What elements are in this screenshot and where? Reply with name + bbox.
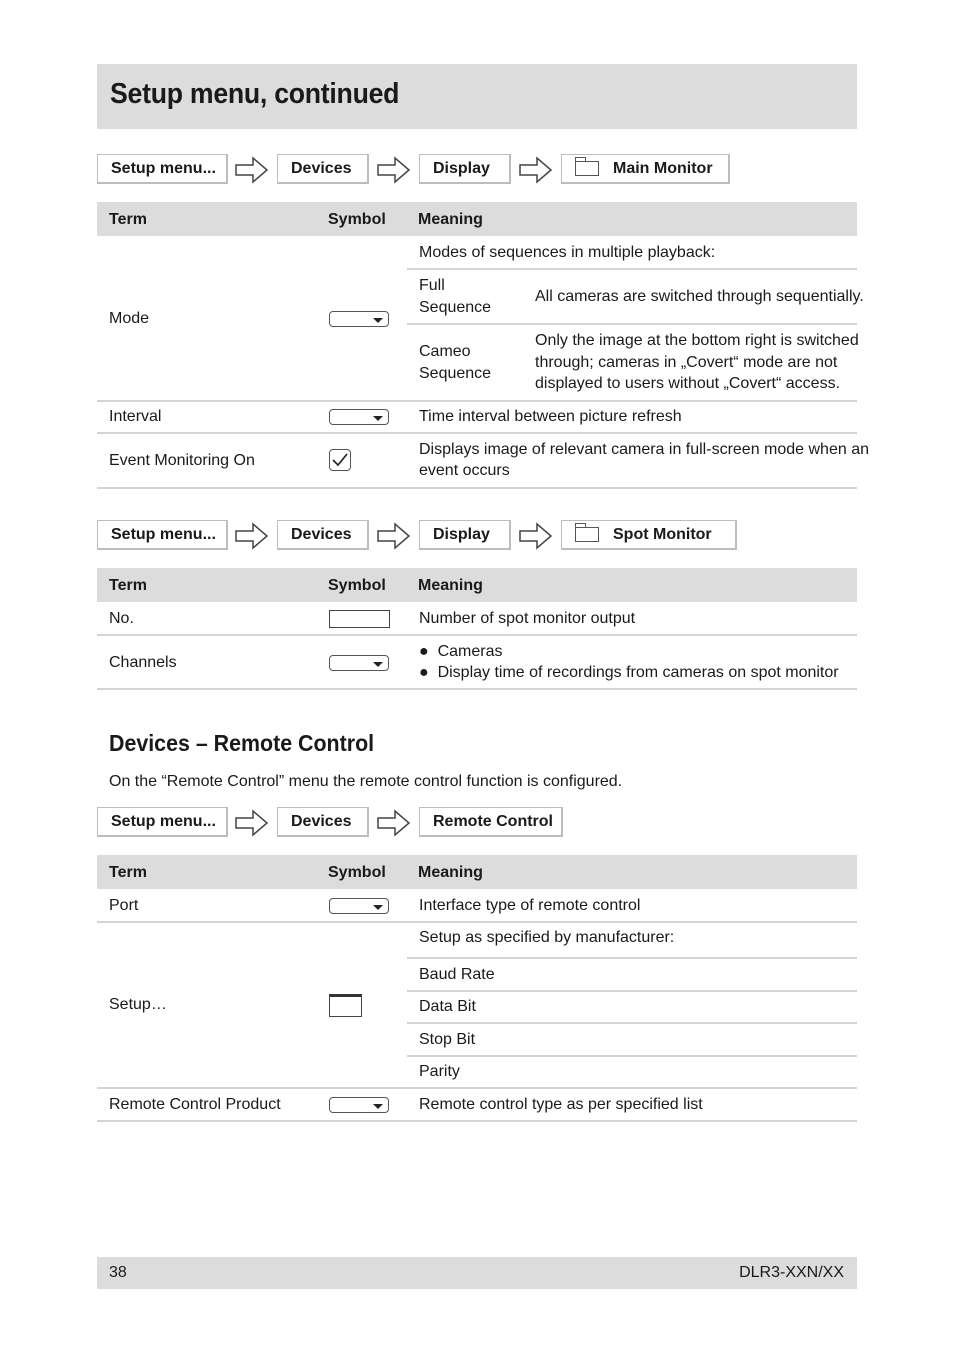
arrow-right-icon <box>519 156 553 184</box>
setup-item-data-bit: Data Bit <box>419 998 476 1015</box>
dropdown-symbol <box>329 655 389 671</box>
divider <box>407 1055 857 1057</box>
crumb-setup-menu: Setup menu... <box>97 520 228 550</box>
row-divider <box>97 921 857 923</box>
term-mode: Mode <box>109 310 150 327</box>
row-divider <box>97 634 857 636</box>
crumb-devices: Devices <box>277 520 369 550</box>
header-term: Term <box>109 211 147 228</box>
row-divider <box>97 1087 857 1089</box>
text-field-symbol <box>329 610 390 628</box>
term-remote-control-product: Remote Control Product <box>109 1096 281 1113</box>
mode-intro: Modes of sequences in multiple playback: <box>419 244 716 261</box>
crumb-remote-control: Remote Control <box>419 807 563 837</box>
header-meaning: Meaning <box>418 577 483 594</box>
crumb-display: Display <box>419 520 511 550</box>
row-divider <box>97 432 857 434</box>
term-port: Port <box>109 897 139 914</box>
header-symbol: Symbol <box>328 211 386 228</box>
folder-icon <box>575 527 599 542</box>
arrow-right-icon <box>235 809 269 837</box>
window-symbol <box>329 994 362 1017</box>
arrow-right-icon <box>519 522 553 550</box>
checkbox-symbol <box>329 449 351 471</box>
arrow-right-icon <box>235 156 269 184</box>
page-number: 38 <box>109 1264 127 1281</box>
header-symbol: Symbol <box>328 577 386 594</box>
crumb-setup-menu: Setup menu... <box>97 154 228 184</box>
table-header <box>97 202 857 236</box>
row-divider <box>97 688 857 690</box>
crumb-devices: Devices <box>277 154 369 184</box>
product-meaning: Remote control type as per specified list <box>419 1096 703 1113</box>
header-term: Term <box>109 864 147 881</box>
title-bar <box>97 64 857 129</box>
crumb-setup-menu: Setup menu... <box>97 807 228 837</box>
setup-item-stop-bit: Stop Bit <box>419 1031 476 1048</box>
crumb-devices: Devices <box>277 807 369 837</box>
bullet-text: Cameras <box>437 643 503 660</box>
arrow-right-icon <box>377 809 411 837</box>
row-divider <box>97 1120 857 1122</box>
port-meaning: Interface type of remote control <box>419 897 641 914</box>
dropdown-symbol <box>329 409 389 425</box>
bullet-icon: ● <box>419 664 438 681</box>
setup-item-parity: Parity <box>419 1063 460 1080</box>
full-description: All cameras are switched through sequentially. <box>535 288 864 305</box>
crumb-spot-monitor <box>561 520 737 550</box>
bullet-icon: ● <box>419 643 438 660</box>
arrow-right-icon <box>377 156 411 184</box>
row-divider <box>97 400 857 402</box>
term-channels: Channels <box>109 654 177 671</box>
folder-icon <box>575 161 599 176</box>
divider <box>407 323 857 325</box>
crumb-label: Main Monitor <box>613 159 713 177</box>
term-setup: Setup… <box>109 996 167 1013</box>
setup-item-baud-rate: Baud Rate <box>419 966 495 983</box>
dropdown-symbol <box>329 1097 389 1113</box>
setup-intro: Setup as specified by manufacturer: <box>419 929 675 946</box>
term-no: No. <box>109 610 134 627</box>
crumb-main-monitor <box>561 154 730 184</box>
bullet-text: Display time of recordings from cameras on spot monitor <box>437 664 839 681</box>
cameo-description-1: Only the image at the bottom right is switched <box>535 332 859 349</box>
section-intro: On the “Remote Control” menu the remote control function is configured. <box>109 773 623 790</box>
model-number: DLR3-XXN/XX <box>739 1264 844 1281</box>
divider <box>407 957 857 959</box>
full-label-1: Full <box>419 277 445 294</box>
arrow-right-icon <box>235 522 269 550</box>
full-label-2: Sequence <box>419 299 492 316</box>
divider <box>407 990 857 992</box>
event-meaning-2: event occurs <box>419 462 510 479</box>
crumb-display: Display <box>419 154 511 184</box>
no-meaning: Number of spot monitor output <box>419 610 636 627</box>
interval-meaning: Time interval between picture refresh <box>419 408 682 425</box>
dropdown-symbol <box>329 311 389 327</box>
bullet-item <box>419 641 502 663</box>
crumb-label: Spot Monitor <box>613 525 712 543</box>
term-interval: Interval <box>109 408 162 425</box>
cameo-label-2: Sequence <box>419 365 492 382</box>
page-footer <box>97 1257 857 1289</box>
divider <box>407 268 857 270</box>
cameo-description-2: through; cameras in „Covert“ mode are not <box>535 354 838 371</box>
dropdown-symbol <box>329 898 389 914</box>
section-heading: Devices – Remote Control <box>109 730 375 756</box>
header-meaning: Meaning <box>418 211 483 228</box>
cameo-description-3: displayed to users without „Covert“ access. <box>535 375 841 392</box>
term-event-monitoring: Event Monitoring On <box>109 452 255 469</box>
divider <box>407 1022 857 1024</box>
row-divider <box>97 487 857 489</box>
header-term: Term <box>109 577 147 594</box>
page-title: Setup menu, continued <box>110 78 400 110</box>
header-meaning: Meaning <box>418 864 483 881</box>
arrow-right-icon <box>377 522 411 550</box>
event-meaning-1: Displays image of relevant camera in full-screen mode when an <box>419 441 869 458</box>
bullet-item <box>419 662 839 684</box>
table-header <box>97 855 857 889</box>
checkmark-icon <box>330 450 350 470</box>
cameo-label-1: Cameo <box>419 343 471 360</box>
header-symbol: Symbol <box>328 864 386 881</box>
table-header <box>97 568 857 602</box>
